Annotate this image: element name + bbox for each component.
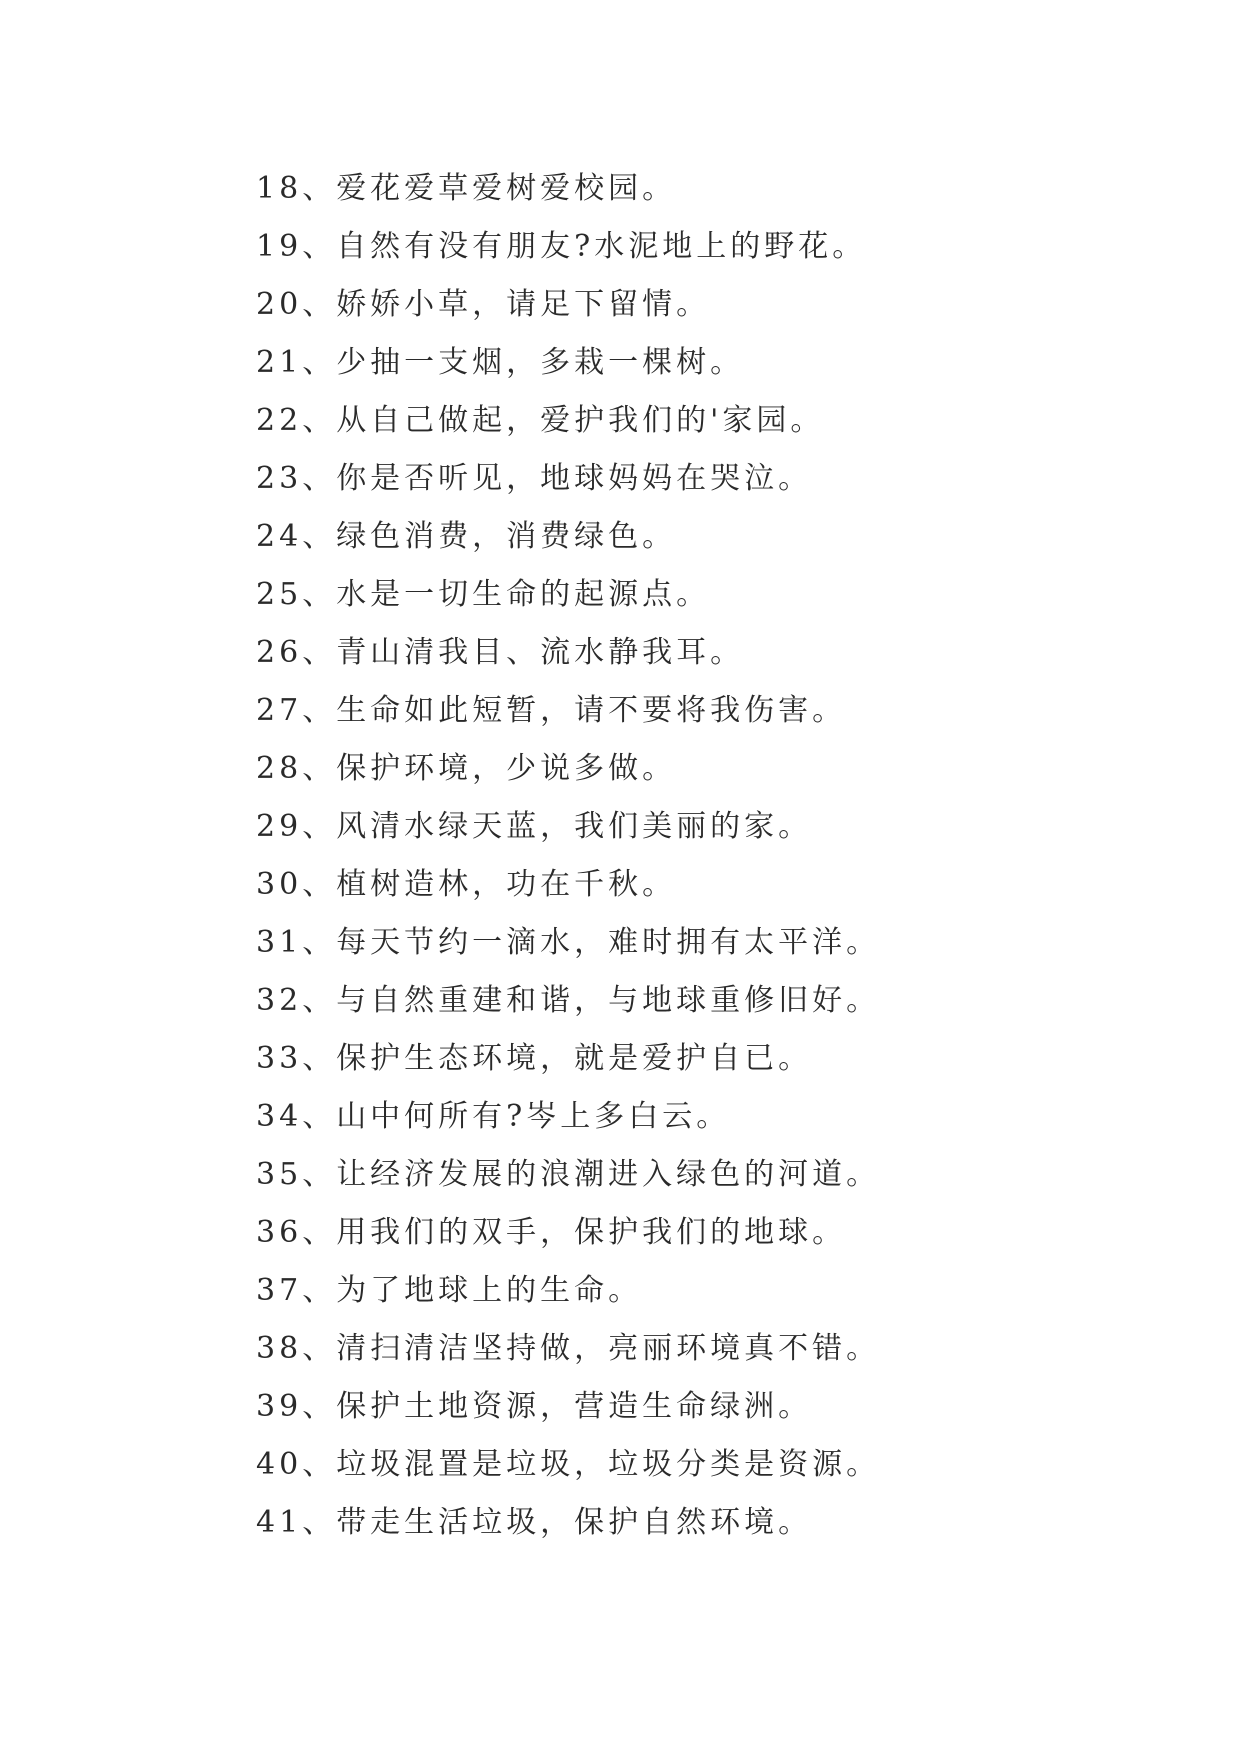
item-number: 22 (256, 403, 303, 438)
item-number: 41 (256, 1505, 303, 1540)
item-number: 33 (256, 1041, 303, 1076)
item-separator: 、 (302, 1389, 337, 1424)
item-number: 35 (256, 1157, 303, 1192)
item-text: 从自己做起，爱护我们的'家园。 (336, 403, 825, 438)
list-item (256, 392, 880, 450)
list-item (256, 856, 880, 914)
item-separator: 、 (302, 577, 337, 612)
list-item (256, 160, 880, 218)
item-number: 30 (256, 867, 303, 902)
item-separator: 、 (302, 925, 337, 960)
item-number: 31 (256, 925, 303, 960)
list-item (256, 1204, 880, 1262)
list-item (256, 914, 880, 972)
item-separator: 、 (302, 809, 337, 844)
item-separator: 、 (302, 287, 337, 322)
item-text: 与自然重建和谐，与地球重修旧好。 (336, 983, 881, 1018)
item-text: 娇娇小草，请足下留情。 (336, 287, 711, 322)
item-separator: 、 (302, 1505, 337, 1540)
item-text: 少抽一支烟，多栽一棵树。 (336, 345, 745, 380)
item-number: 19 (256, 229, 303, 264)
item-text: 带走生活垃圾，保护自然环境。 (336, 1505, 813, 1540)
item-separator: 、 (302, 1157, 337, 1192)
item-number: 23 (256, 461, 303, 496)
item-separator: 、 (302, 1041, 337, 1076)
list-item (256, 1146, 880, 1204)
item-number: 27 (256, 693, 303, 728)
item-text: 每天节约一滴水，难时拥有太平洋。 (336, 925, 881, 960)
item-text: 清扫清洁坚持做，亮丽环境真不错。 (336, 1331, 881, 1366)
item-separator: 、 (302, 751, 337, 786)
item-separator: 、 (302, 693, 337, 728)
item-number: 37 (256, 1273, 303, 1308)
list-item (256, 1378, 880, 1436)
slogan-list (256, 160, 880, 1552)
item-number: 32 (256, 983, 303, 1018)
item-text: 垃圾混置是垃圾，垃圾分类是资源。 (336, 1447, 881, 1482)
item-separator: 、 (302, 229, 337, 264)
item-text: 你是否听见，地球妈妈在哭泣。 (336, 461, 813, 496)
list-item (256, 450, 880, 508)
item-text: 让经济发展的浪潮进入绿色的河道。 (336, 1157, 881, 1192)
item-text: 爱花爱草爱树爱校园。 (336, 171, 677, 206)
item-number: 39 (256, 1389, 303, 1424)
item-text: 自然有没有朋友?水泥地上的野花。 (336, 229, 867, 264)
list-item (256, 1088, 880, 1146)
item-text: 水是一切生命的起源点。 (336, 577, 711, 612)
list-item (256, 508, 880, 566)
item-separator: 、 (302, 1331, 337, 1366)
item-number: 26 (256, 635, 303, 670)
item-separator: 、 (302, 1215, 337, 1250)
item-number: 36 (256, 1215, 303, 1250)
item-separator: 、 (302, 867, 337, 902)
item-separator: 、 (302, 461, 337, 496)
item-separator: 、 (302, 171, 337, 206)
list-item (256, 624, 880, 682)
item-number: 25 (256, 577, 303, 612)
item-text: 为了地球上的生命。 (336, 1273, 643, 1308)
list-item (256, 276, 880, 334)
item-text: 风清水绿天蓝，我们美丽的家。 (336, 809, 813, 844)
item-separator: 、 (302, 519, 337, 554)
list-item (256, 1494, 880, 1552)
item-text: 保护生态环境，就是爱护自已。 (336, 1041, 813, 1076)
list-item (256, 682, 880, 740)
item-text: 用我们的双手，保护我们的地球。 (336, 1215, 847, 1250)
item-text: 绿色消费，消费绿色。 (336, 519, 677, 554)
item-separator: 、 (302, 635, 337, 670)
list-item (256, 798, 880, 856)
item-separator: 、 (302, 1447, 337, 1482)
item-number: 28 (256, 751, 303, 786)
item-number: 24 (256, 519, 303, 554)
item-number: 29 (256, 809, 303, 844)
list-item (256, 972, 880, 1030)
list-item (256, 1262, 880, 1320)
item-separator: 、 (302, 983, 337, 1018)
item-text: 保护土地资源，营造生命绿洲。 (336, 1389, 813, 1424)
list-item (256, 740, 880, 798)
item-separator: 、 (302, 345, 337, 380)
item-number: 18 (256, 171, 303, 206)
item-text: 植树造林，功在千秋。 (336, 867, 677, 902)
item-number: 34 (256, 1099, 303, 1134)
item-number: 20 (256, 287, 303, 322)
item-separator: 、 (302, 403, 337, 438)
list-item (256, 1030, 880, 1088)
list-item (256, 1320, 880, 1378)
list-item (256, 1436, 880, 1494)
item-text: 青山清我目、流水静我耳。 (336, 635, 745, 670)
list-item (256, 334, 880, 392)
item-number: 40 (256, 1447, 303, 1482)
item-number: 21 (256, 345, 303, 380)
item-text: 山中何所有?岑上多白云。 (336, 1099, 731, 1134)
item-text: 保护环境，少说多做。 (336, 751, 677, 786)
item-number: 38 (256, 1331, 303, 1366)
item-separator: 、 (302, 1099, 337, 1134)
list-item (256, 566, 880, 624)
list-item (256, 218, 880, 276)
item-separator: 、 (302, 1273, 337, 1308)
item-text: 生命如此短暂，请不要将我伤害。 (336, 693, 847, 728)
